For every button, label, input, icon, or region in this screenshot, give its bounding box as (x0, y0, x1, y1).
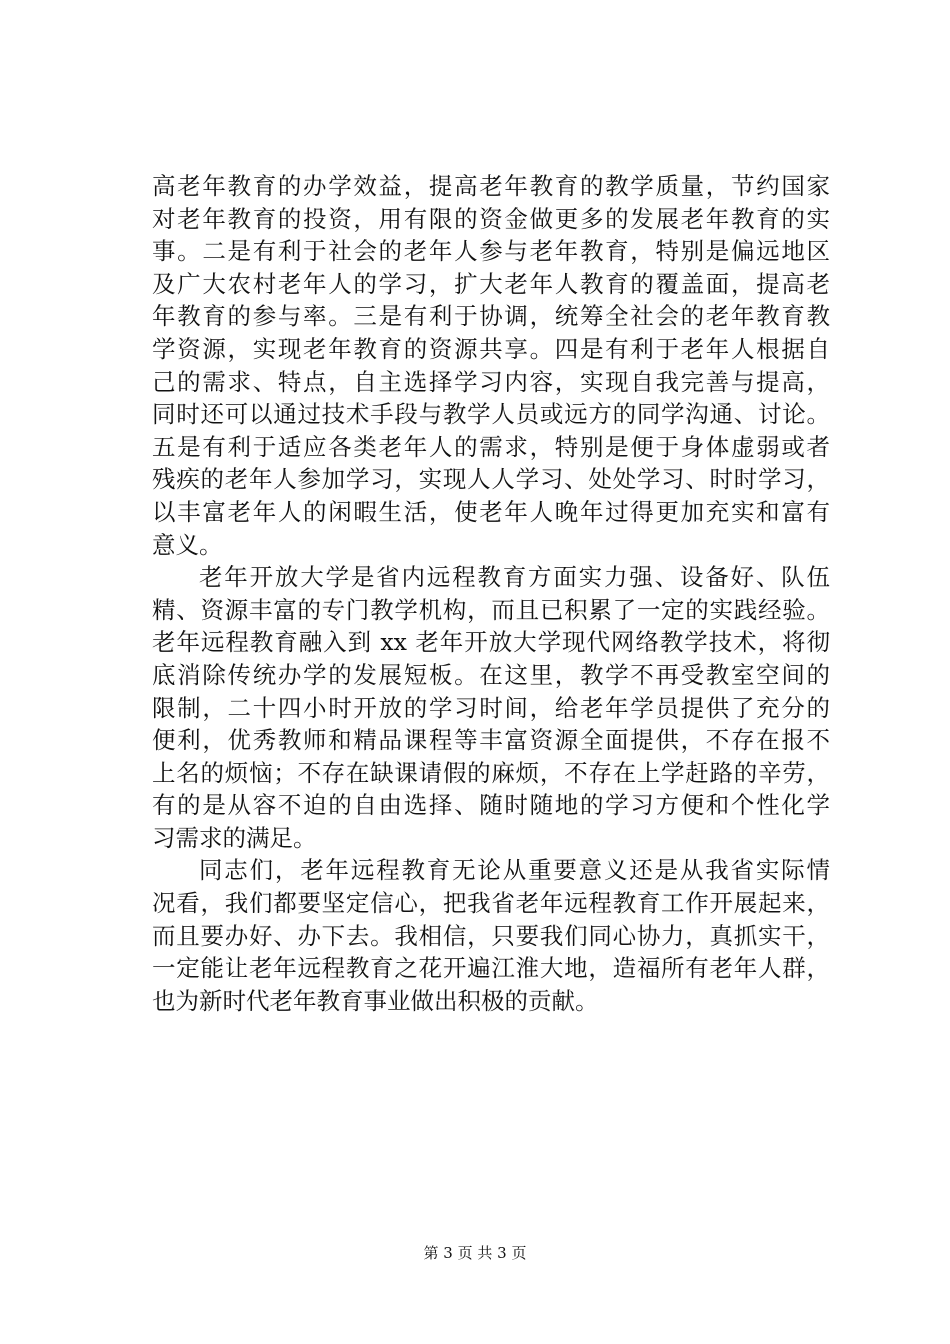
text-line: 以丰富老年人的闲暇生活，使老年人晚年过得更加充实和富有 (152, 497, 830, 526)
paragraph (152, 561, 830, 854)
text-line: 老年远程教育融入到 xx 老年开放大学现代网络教学技术，将彻 (152, 628, 830, 657)
text-line: 残疾的老年人参加学习，实现人人学习、处处学习、时时学习， (152, 465, 830, 494)
text-line: 己的需求、特点，自主选择学习内容，实现自我完善与提高， (152, 367, 830, 396)
text-line: 限制，二十四小时开放的学习时间，给老年学员提供了充分的 (152, 693, 830, 722)
paragraph (152, 170, 830, 561)
text-line: 高老年教育的办学效益，提高老年教育的教学质量，节约国家 (152, 172, 830, 200)
text-line: 同时还可以通过技术手段与教学人员或远方的同学沟通、讨论。 (152, 400, 830, 429)
text-line: 同志们，老年远程教育无论从重要意义还是从我省实际情 (199, 856, 830, 885)
text-line: 五是有利于适应各类老年人的需求，特别是便于身体虚弱或者 (152, 432, 830, 461)
text-line: 学资源，实现老年教育的资源共享。四是有利于老年人根据自 (152, 334, 830, 363)
text-line: 及广大农村老年人的学习，扩大老年人教育的覆盖面，提高老 (152, 269, 830, 298)
text-line: 年教育的参与率。三是有利于协调，统筹全社会的老年教育教 (152, 302, 830, 331)
text-line: 老年开放大学是省内远程教育方面实力强、设备好、队伍 (199, 563, 830, 592)
paragraph (152, 854, 830, 1017)
text-line: 意义。 (152, 530, 223, 559)
text-line: 精、资源丰富的专门教学机构，而且已积累了一定的实践经验。 (152, 595, 830, 624)
document-body (152, 170, 830, 1017)
text-line: 一定能让老年远程教育之花开遍江淮大地，造福所有老年人群， (152, 954, 830, 983)
text-line: 况看，我们都要坚定信心，把我省老年远程教育工作开展起来， (152, 889, 830, 918)
text-line: 便利，优秀教师和精品课程等丰富资源全面提供，不存在报不 (152, 726, 830, 755)
text-line: 有的是从容不迫的自由选择、随时随地的学习方便和个性化学 (152, 791, 830, 820)
text-line: 事。二是有利于社会的老年人参与老年教育，特别是偏远地区 (152, 237, 830, 266)
text-line: 底消除传统办学的发展短板。在这里，教学不再受教室空间的 (152, 660, 830, 689)
text-line: 上名的烦恼；不存在缺课请假的麻烦，不存在上学赶路的辛劳， (152, 758, 830, 787)
text-line: 也为新时代老年教育事业做出积极的贡献。 (152, 986, 599, 1015)
text-line: 习需求的满足。 (152, 823, 317, 852)
page-footer: 第 3 页 共 3 页 (423, 1244, 527, 1262)
text-line: 对老年教育的投资，用有限的资金做更多的发展老年教育的实 (152, 204, 830, 233)
text-line: 而且要办好、办下去。我相信，只要我们同心协力，真抓实干， (152, 921, 830, 950)
